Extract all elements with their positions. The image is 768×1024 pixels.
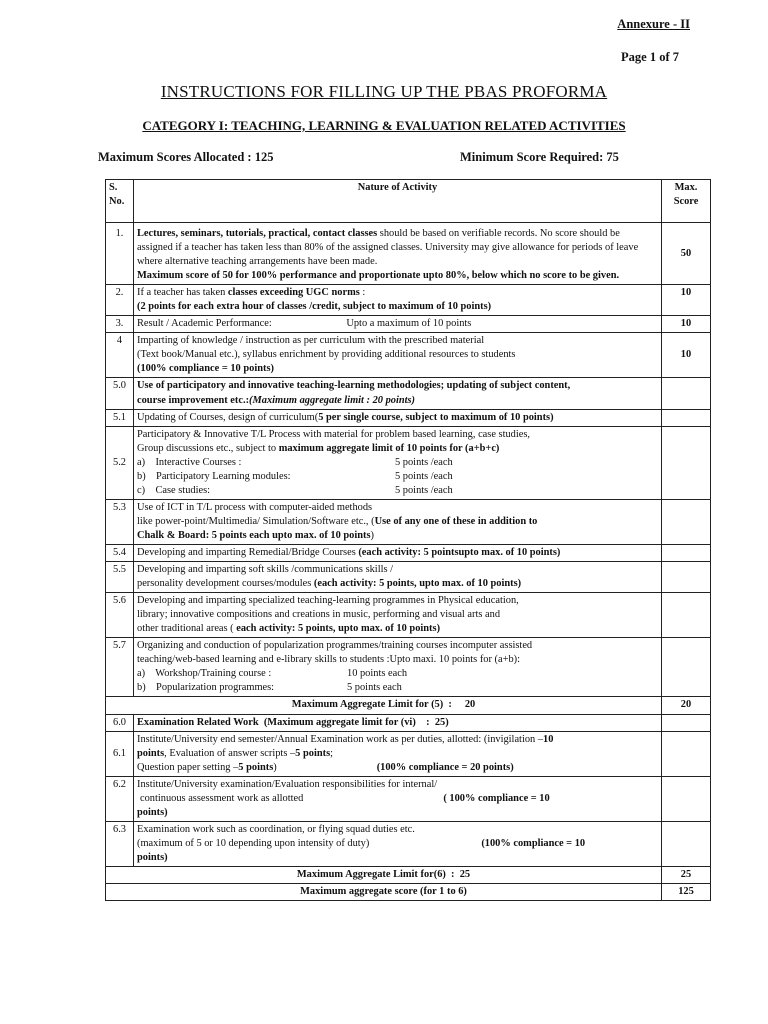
- activity-text: If a teacher has taken: [137, 287, 228, 299]
- header-nature: Nature of Activity: [134, 180, 662, 223]
- row-activity: [134, 409, 662, 426]
- activity-text: library; innovative compositions and creations in music, performing and visual arts and: [137, 609, 501, 621]
- row-activity: [134, 562, 662, 593]
- item-value: 5 points /each: [395, 484, 453, 496]
- activity-bold: classes exceeding UGC norms: [227, 287, 360, 299]
- activity-text: Developing and imparting soft skills /communications skills /: [137, 564, 393, 576]
- activity-bold: 5 per single course, subject to maximum of 10 points): [318, 411, 554, 423]
- item-label: b) Popularization programmes:: [137, 682, 275, 694]
- table-header-row: [106, 180, 711, 223]
- activity-limit: maximum aggregate limit of 10 points for (a+b+c): [278, 442, 500, 454]
- header-sno: S. No.: [106, 180, 134, 223]
- activity-limit: Upto a maximum of 10 points: [346, 318, 472, 330]
- row-activity: [134, 499, 662, 544]
- row-max-score: [662, 409, 711, 426]
- row-max-score: [662, 776, 711, 821]
- aggregate-limit-row: [106, 866, 711, 883]
- row-max-score: [662, 731, 711, 776]
- row-sno: 1.: [106, 223, 134, 285]
- activity-text: :: [359, 287, 366, 299]
- aggregate-limit-row: [106, 697, 711, 714]
- row-max-score: 50: [662, 223, 711, 285]
- table-row: [106, 638, 711, 697]
- row-activity: [134, 285, 662, 316]
- item-label: a) Workshop/Training course :: [137, 668, 272, 680]
- item-value: 10 points each: [347, 668, 408, 680]
- activity-text: Imparting of knowledge / instruction as per curriculum with the prescribed material: [137, 335, 485, 347]
- row-sno: 5.0: [106, 378, 134, 409]
- list-item: [137, 470, 658, 484]
- row-activity: [134, 223, 662, 285]
- row-activity: Examination Related Work (Maximum aggregate limit for (vi) : 25): [134, 714, 662, 731]
- activity-bold-note: Maximum score of 50 for 100% performance and proportionate upto 80%, below which no score to be given.: [137, 270, 620, 282]
- row-sno: 6.1: [106, 731, 134, 776]
- aggregate-limit-score: 25: [662, 866, 711, 883]
- activity-text: Participatory & Innovative T/L Process with material for problem based learning, case studies,: [137, 428, 531, 440]
- table-row: [106, 714, 711, 731]
- activity-table: [105, 179, 711, 901]
- row-max-score: [662, 562, 711, 593]
- annexure-label: Annexure - II: [617, 17, 690, 31]
- row-sno: 5.3: [106, 499, 134, 544]
- item-value: 5 points /each: [395, 456, 453, 468]
- table-row: [106, 731, 711, 776]
- row-sno: 5.4: [106, 544, 134, 561]
- activity-text: personality development courses/modules: [137, 578, 314, 590]
- row-sno: 5.7: [106, 638, 134, 697]
- activity-bold: 10: [543, 733, 554, 745]
- activity-limit: (Maximum aggregate limit : 20 points): [249, 394, 416, 406]
- list-item: [137, 667, 658, 681]
- activity-bold: Lectures, seminars, tutorials, practical, contact classes: [137, 228, 378, 239]
- activity-text: Question paper setting –: [137, 761, 239, 773]
- table-row: [106, 378, 711, 409]
- activity-bold: 5 points: [238, 761, 274, 773]
- row-activity: [134, 333, 662, 378]
- table-row: [106, 316, 711, 333]
- table-row: [106, 426, 711, 499]
- total-score-value: 125: [662, 884, 711, 901]
- activity-note: (100% compliance = 10 points): [137, 363, 274, 375]
- table-row: [106, 821, 711, 866]
- activity-text: Developing and imparting Remedial/Bridge Courses: [137, 546, 359, 558]
- activity-compliance: ( 100% compliance = 10: [443, 792, 550, 804]
- item-value: 5 points /each: [395, 470, 453, 482]
- header-max-score: Max. Score: [662, 180, 711, 223]
- row-activity: [134, 544, 662, 561]
- activity-text: Updating of Courses, design of curriculum(: [137, 411, 319, 423]
- item-label: a) Interactive Courses :: [137, 456, 242, 468]
- row-activity: [134, 426, 662, 499]
- activity-text: Examination work such as coordination, or flying squad duties etc.: [137, 823, 415, 835]
- row-activity: [134, 316, 662, 333]
- table-row: [106, 285, 711, 316]
- activity-heading: course improvement etc.:: [137, 394, 250, 406]
- activity-text: Developing and imparting specialized teaching-learning programmes in Physical education,: [137, 595, 519, 607]
- list-item: [137, 681, 658, 695]
- row-sno: 6.0: [106, 714, 134, 731]
- row-sno: 5.6: [106, 593, 134, 638]
- activity-bold: points: [137, 747, 165, 759]
- row-sno: 6.3: [106, 821, 134, 866]
- activity-compliance: (100% compliance = 10: [481, 837, 586, 849]
- table-row: [106, 544, 711, 561]
- row-activity: [134, 378, 662, 409]
- table-row: [106, 409, 711, 426]
- row-sno: 5.1: [106, 409, 134, 426]
- activity-limit: (each activity: 5 pointsupto max. of 10 points): [358, 546, 561, 558]
- item-label: c) Case studies:: [137, 484, 211, 496]
- row-max-score: 10: [662, 316, 711, 333]
- activity-text: ): [370, 529, 374, 541]
- row-max-score: [662, 593, 711, 638]
- row-max-score: [662, 714, 711, 731]
- activity-text: Result / Academic Performance:: [137, 318, 272, 330]
- activity-compliance: points): [137, 806, 168, 818]
- activity-limit: (each activity: 5 points, upto max. of 10 points): [313, 578, 522, 590]
- table-row: [106, 499, 711, 544]
- row-max-score: [662, 638, 711, 697]
- activity-text: ): [273, 761, 277, 773]
- activity-note: (2 points for each extra hour of classes /credit, subject to maximum of 10 points): [137, 301, 492, 313]
- table-row: [106, 776, 711, 821]
- row-sno: 3.: [106, 316, 134, 333]
- activity-heading: Use of participatory and innovative teaching-learning methodologies; updating of subject content,: [137, 380, 571, 392]
- item-label: b) Participatory Learning modules:: [137, 470, 291, 482]
- row-max-score: [662, 499, 711, 544]
- table-row: [106, 562, 711, 593]
- aggregate-limit-score: 20: [662, 697, 711, 714]
- row-max-score: [662, 426, 711, 499]
- list-item: [137, 456, 658, 470]
- row-activity: [134, 593, 662, 638]
- table-row: [106, 593, 711, 638]
- list-item: [137, 484, 658, 498]
- document-title: INSTRUCTIONS FOR FILLING UP THE PBAS PROFORMA: [160, 82, 608, 101]
- aggregate-limit-label: Maximum Aggregate Limit for(6) : 25: [106, 866, 662, 883]
- max-scores-allocated: Maximum Scores Allocated : 125: [98, 150, 274, 164]
- row-sno: 5.5: [106, 562, 134, 593]
- activity-text: (Text book/Manual etc.), syllabus enrichment by providing additional resources to students: [137, 349, 516, 361]
- total-score-row: [106, 884, 711, 901]
- row-max-score: [662, 544, 711, 561]
- activity-text: ;: [330, 747, 333, 759]
- activity-text: Institute/University examination/Evaluation responsibilities for internal/: [137, 778, 438, 790]
- activity-text: Group discussions etc., subject to: [137, 442, 279, 454]
- row-max-score: [662, 378, 711, 409]
- row-sno: 5.2: [106, 426, 134, 499]
- total-score-label: Maximum aggregate score (for 1 to 6): [106, 884, 662, 901]
- activity-text: Organizing and conduction of popularization programmes/training courses incomputer assisted: [137, 640, 533, 652]
- row-sno: 4: [106, 333, 134, 378]
- row-activity: [134, 821, 662, 866]
- activity-text: teaching/web-based learning and e-library skills to students :Upto maxi. 10 points for (a+b):: [137, 654, 521, 666]
- activity-text: , Evaluation of answer scripts –: [164, 747, 296, 759]
- activity-bold: 5 points: [295, 747, 331, 759]
- min-score-required: Minimum Score Required: 75: [460, 150, 619, 164]
- activity-text: Use of ICT in T/L process with computer-aided methods: [137, 501, 373, 513]
- row-activity: [134, 776, 662, 821]
- activity-text: other traditional areas (: [137, 623, 237, 635]
- row-activity: [134, 731, 662, 776]
- category-heading: CATEGORY I: TEACHING, LEARNING & EVALUATION RELATED ACTIVITIES: [142, 118, 626, 133]
- activity-limit: Chalk & Board: 5 points each upto max. of 10 points: [137, 529, 371, 541]
- activity-limit: each activity: 5 points, upto max. of 10 points): [236, 623, 441, 635]
- activity-bold: Use of any one of these in addition to: [374, 515, 538, 527]
- row-activity: [134, 638, 662, 697]
- table-row: [106, 333, 711, 378]
- row-sno: 6.2: [106, 776, 134, 821]
- activity-compliance: points): [137, 851, 168, 863]
- activity-text: like power-point/Multimedia/ Simulation/Software etc., (: [137, 515, 375, 527]
- row-max-score: [662, 821, 711, 866]
- activity-compliance: (100% compliance = 20 points): [376, 761, 514, 773]
- row-max-score: 10: [662, 333, 711, 378]
- row-sno: 2.: [106, 285, 134, 316]
- activity-text: Institute/University end semester/Annual Examination work as per duties, allotted: (invigilation –: [137, 733, 544, 745]
- page-number: Page 1 of 7: [621, 50, 679, 64]
- row-max-score: 10: [662, 285, 711, 316]
- activity-text: (maximum of 5 or 10 depending upon intensity of duty): [137, 837, 370, 849]
- table-row: [106, 223, 711, 285]
- activity-text: should be based on verifiable records. No score should be assigned if a teacher has taken less than 80% of the assigned classes. University may give allowance for periods of leave where alternative teaching arrangements have been made.: [137, 228, 639, 268]
- item-value: 5 points each: [347, 682, 402, 694]
- activity-text: continuous assessment work as allotted: [140, 792, 304, 804]
- aggregate-limit-label: Maximum Aggregate Limit for (5) : 20: [106, 697, 662, 714]
